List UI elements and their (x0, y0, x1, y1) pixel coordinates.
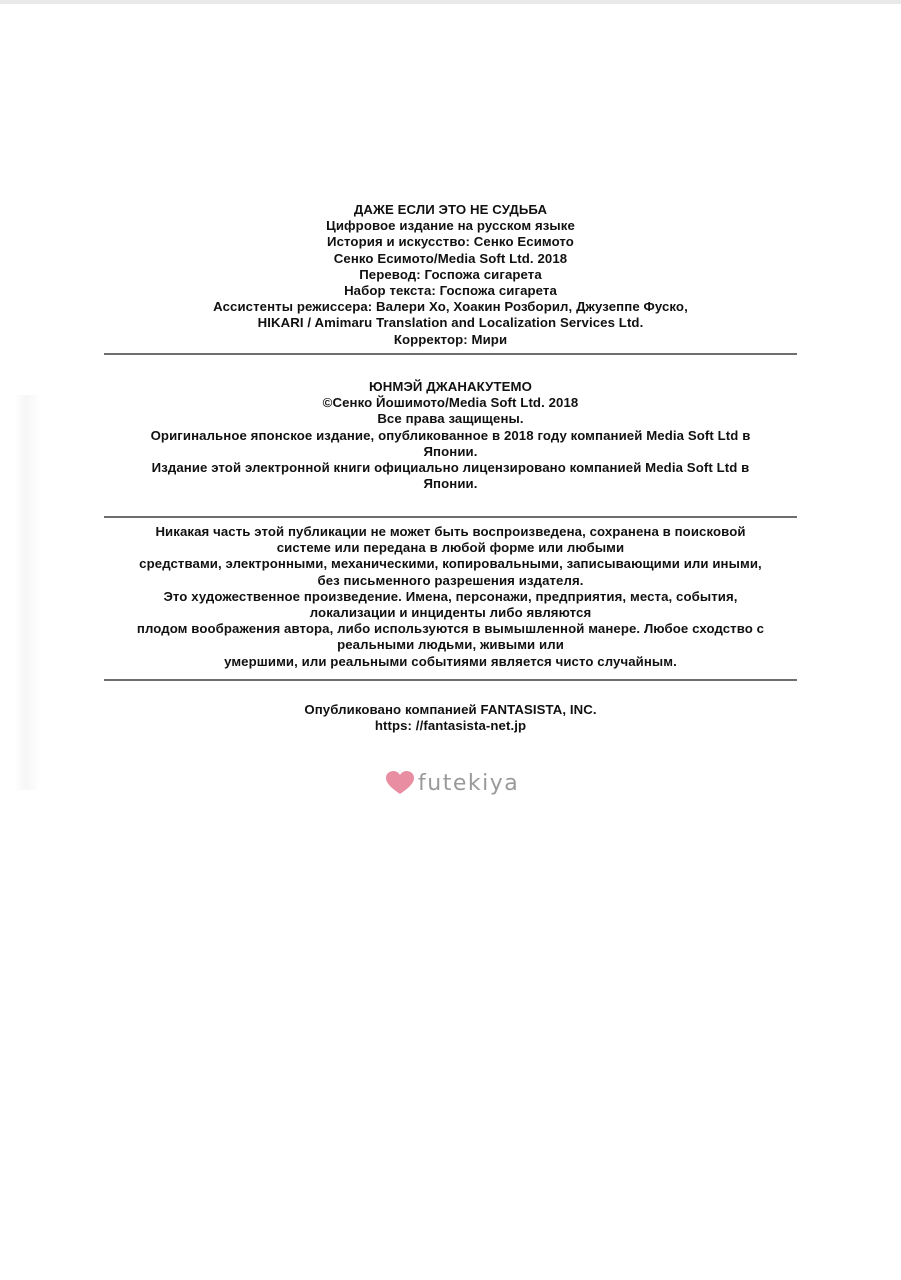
publisher-name: Опубликовано компанией FANTASISTA, INC. (304, 702, 597, 717)
credits-block (90, 202, 811, 348)
copyright-line: Сенко Есимото/Media Soft Ltd. 2018 (333, 250, 568, 266)
publisher-url[interactable]: https: //fantasista-net.jp (374, 718, 527, 734)
fiction-disclaimer: умершими, или реальными событиями является чисто случайным. (224, 653, 677, 669)
typesetting-credit: Набор текста: Госпожа сигарета (344, 283, 557, 299)
original-title: ЮНМЭЙ ДЖАНАКУТЕМО (369, 379, 532, 394)
divider (104, 353, 797, 355)
proofreader-credit: Корректор: Мири (393, 331, 508, 347)
original-copyright: ©Сенко Йошимото/Media Soft Ltd. 2018 (322, 395, 579, 411)
divider (104, 679, 797, 681)
license-note-cont: Японии. (423, 476, 478, 492)
original-edition-note: Оригинальное японское издание, опубликованное в 2018 году компанией Media Soft Ltd в (150, 427, 751, 443)
legal-notice-block (90, 524, 811, 670)
publisher-block (90, 702, 811, 734)
fiction-disclaimer: плодом воображения автора, либо используются в вымышленной манере. Любое сходство с (136, 621, 765, 637)
translation-credit: Перевод: Госпожа сигарета (359, 266, 542, 282)
pink-heart-icon (385, 770, 415, 796)
license-block (90, 379, 811, 492)
license-note: Издание этой электронной книги официально лицензировано компанией Media Soft Ltd в (151, 460, 750, 476)
assistants-credit-cont: HIKARI / Amimaru Translation and Localization Services Ltd. (257, 315, 644, 331)
original-edition-note-cont: Японии. (423, 443, 478, 459)
futekiya-logo (385, 766, 519, 800)
fiction-disclaimer: Это художественное произведение. Имена, персонажи, предприятия, места, события, (163, 588, 738, 604)
story-art-credit: История и искусство: Сенко Есимото (327, 234, 574, 250)
book-title: ДАЖЕ ЕСЛИ ЭТО НЕ СУДЬБА (353, 202, 548, 217)
divider (104, 516, 797, 518)
legal-line: системе или передана в любой форме или любыми (276, 540, 625, 556)
edition-line: Цифровое издание на русском языке (326, 218, 575, 234)
fiction-disclaimer: локализации и инциденты либо являются (309, 605, 592, 621)
assistants-credit: Ассистенты режиссера: Валери Хо, Хоакин Розборил, Джузеппе Фуско, (213, 299, 688, 315)
legal-line: Никакая часть этой публикации не может быть воспроизведена, сохранена в поисковой (155, 524, 746, 539)
legal-line: без письменного разрешения издателя. (317, 572, 584, 588)
fiction-disclaimer: реальными людьми, живыми или (337, 637, 564, 653)
legal-line: средствами, электронными, механическими, копировальными, записывающими или иными, (139, 556, 762, 572)
rights-reserved: Все права защищены. (377, 411, 524, 427)
logo-wordmark: futekiya (418, 770, 520, 796)
